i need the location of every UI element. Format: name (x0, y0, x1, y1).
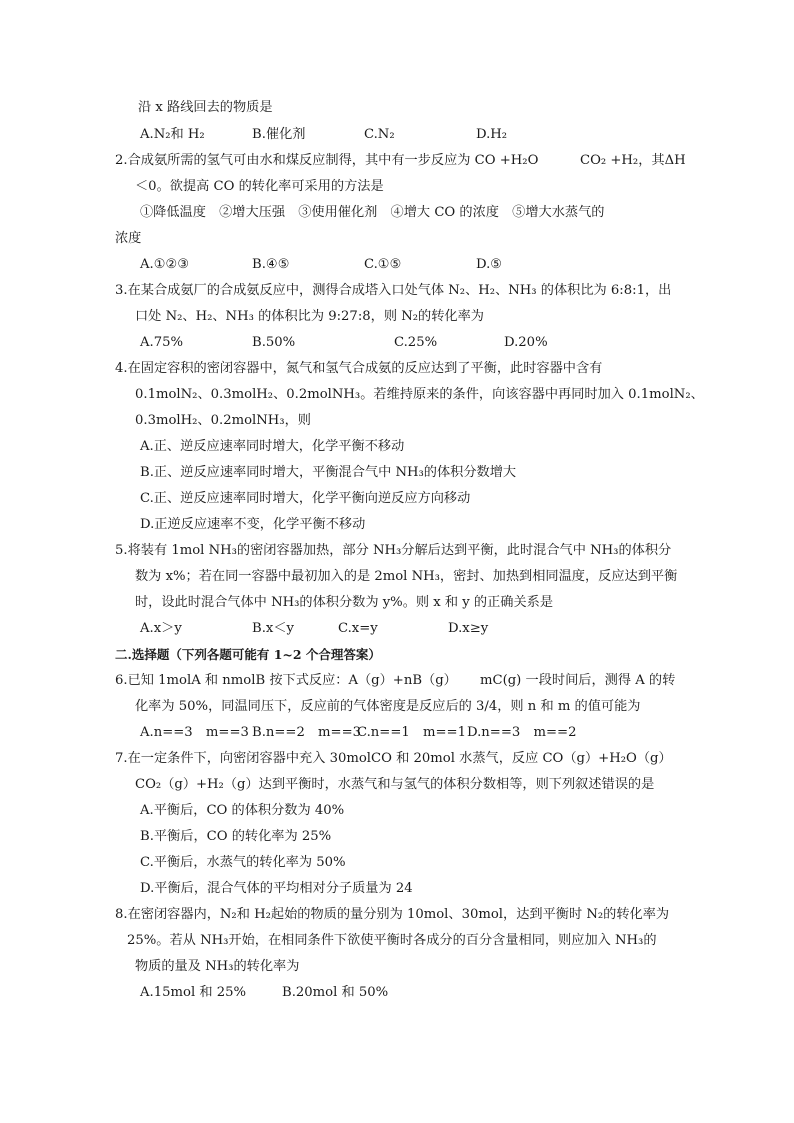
q2-line-4: 浓度 (115, 231, 142, 246)
q2-line-1b: CO₂ +H₂，其ΔH (580, 153, 686, 168)
q5-option-c: C.x=y (338, 621, 378, 636)
q7-option-b: B.平衡后，CO 的转化率为 25% (140, 829, 332, 844)
q6-option-a: A.n==3 m==3 (140, 725, 249, 740)
q4-line-2: 0.1molN₂、0.3molH₂、0.2molNH₃。若维持原来的条件，向该容器中再同时加入 0.1molN₂、 (135, 387, 704, 402)
q6-line-2: 化率为 50%，同温同压下，反应前的气体密度是反应后的 3/4，则 n 和 m 的值可能为 (135, 699, 641, 714)
q6-line-1b: mC(g) 一段时间后，测得 A 的转 (480, 673, 676, 688)
q8-line-1: 8.在密闭容器内，N₂和 H₂起始的物质的量分别为 10mol、30mol，达到平衡时 N₂的转化率为 (115, 907, 670, 922)
q3-option-c: C.25% (394, 335, 438, 350)
q1-option-d: D.H₂ (476, 127, 508, 142)
q1-tail: 沿 x 路线回去的物质是 (138, 100, 273, 115)
q4-option-a: A.正、逆反应速率同时增大，化学平衡不移动 (140, 439, 405, 454)
q5-line-3: 时，设此时混合气体中 NH₃的体积分数为 y%。则 x 和 y 的正确关系是 (135, 595, 554, 610)
q3-option-d: D.20% (504, 335, 548, 350)
q5-option-a: A.x＞y (140, 621, 182, 636)
q2-option-c: C.①⑤ (364, 257, 402, 272)
q7-option-a: A.平衡后，CO 的体积分数为 40% (140, 803, 345, 818)
q6-option-d: D.n==3 m==2 (467, 725, 577, 740)
q5-line-1: 5.将装有 1mol NH₃的密闭容器加热，部分 NH₃分解后达到平衡，此时混合气中 NH₃的体积分 (115, 543, 672, 558)
q2-option-d: D.⑤ (476, 257, 503, 272)
q5-option-b: B.x＜y (252, 621, 294, 636)
q8-option-a: A.15mol 和 25% (140, 985, 247, 1000)
q8-line-2: 25%。若从 NH₃开始，在相同条件下欲使平衡时各成分的百分含量相同，则应加入 NH₃的 (127, 933, 657, 948)
q6-line-1a: 6.已知 1molA 和 nmolB 按下式反应：A（g）+nB（g） (115, 673, 457, 688)
q1-option-c: C.N₂ (364, 127, 395, 142)
q1-option-a: A.N₂和 H₂ (140, 127, 205, 142)
q2-line-2: ＜0。欲提高 CO 的转化率可采用的方法是 (135, 179, 384, 194)
q7-line-1: 7.在一定条件下，向密闭容器中充入 30molCO 和 20mol 水蒸气，反应 CO（g）+H₂O（g） (115, 751, 672, 766)
q1-option-b: B.催化剂 (252, 127, 306, 142)
q2-line-1a: 2.合成氨所需的氢气可由水和煤反应制得，其中有一步反应为 CO +H₂O (115, 153, 539, 168)
q4-line-3: 0.3molH₂、0.2molNH₃，则 (135, 413, 311, 428)
q3-option-b: B.50% (252, 335, 296, 350)
q5-option-d: D.x≥y (448, 621, 489, 636)
q6-option-b: B.n==2 m==3 (252, 725, 362, 740)
section-2-heading: 二.选择题（下列各题可能有 1~2 个合理答案） (115, 647, 381, 662)
q7-option-c: C.平衡后，水蒸气的转化率为 50% (140, 855, 346, 870)
q7-line-2: CO₂（g）+H₂（g）达到平衡时，水蒸气和与氢气的体积分数相等，则下列叙述错误的是 (135, 777, 655, 792)
q4-option-b: B.正、逆反应速率同时增大，平衡混合气中 NH₃的体积分数增大 (140, 465, 517, 480)
q4-line-1: 4.在固定容积的密闭容器中，氮气和氢气合成氨的反应达到了平衡，此时容器中含有 (115, 361, 603, 376)
q5-line-2: 数为 x%；若在同一容器中最初加入的是 2mol NH₃，密封、加热到相同温度，反应达到平衡 (135, 569, 678, 584)
q8-option-b: B.20mol 和 50% (282, 985, 389, 1000)
q2-line-3: ①降低温度 ②增大压强 ③使用催化剂 ④增大 CO 的浓度 ⑤增大水蒸气的 (140, 205, 605, 220)
q3-line-2: 口处 N₂、H₂、NH₃ 的体积比为 9:27:8，则 N₂的转化率为 (135, 309, 484, 324)
q4-option-c: C.正、逆反应速率同时增大，化学平衡向逆反应方向移动 (140, 491, 471, 506)
q2-option-a: A.①②③ (140, 257, 190, 272)
q7-option-d: D.平衡后，混合气体的平均相对分子质量为 24 (140, 881, 413, 896)
q8-line-3: 物质的量及 NH₃的转化率为 (135, 959, 300, 974)
q2-option-b: B.④⑤ (252, 257, 290, 272)
q3-line-1: 3.在某合成氨厂的合成氨反应中，测得合成塔入口处气体 N₂、H₂、NH₃ 的体积比为 6:8:1，出 (115, 283, 672, 298)
q6-option-c: C.n==1 m==1 (357, 725, 466, 740)
q4-option-d: D.正逆反应速率不变，化学平衡不移动 (140, 517, 366, 532)
q3-option-a: A.75% (140, 335, 184, 350)
